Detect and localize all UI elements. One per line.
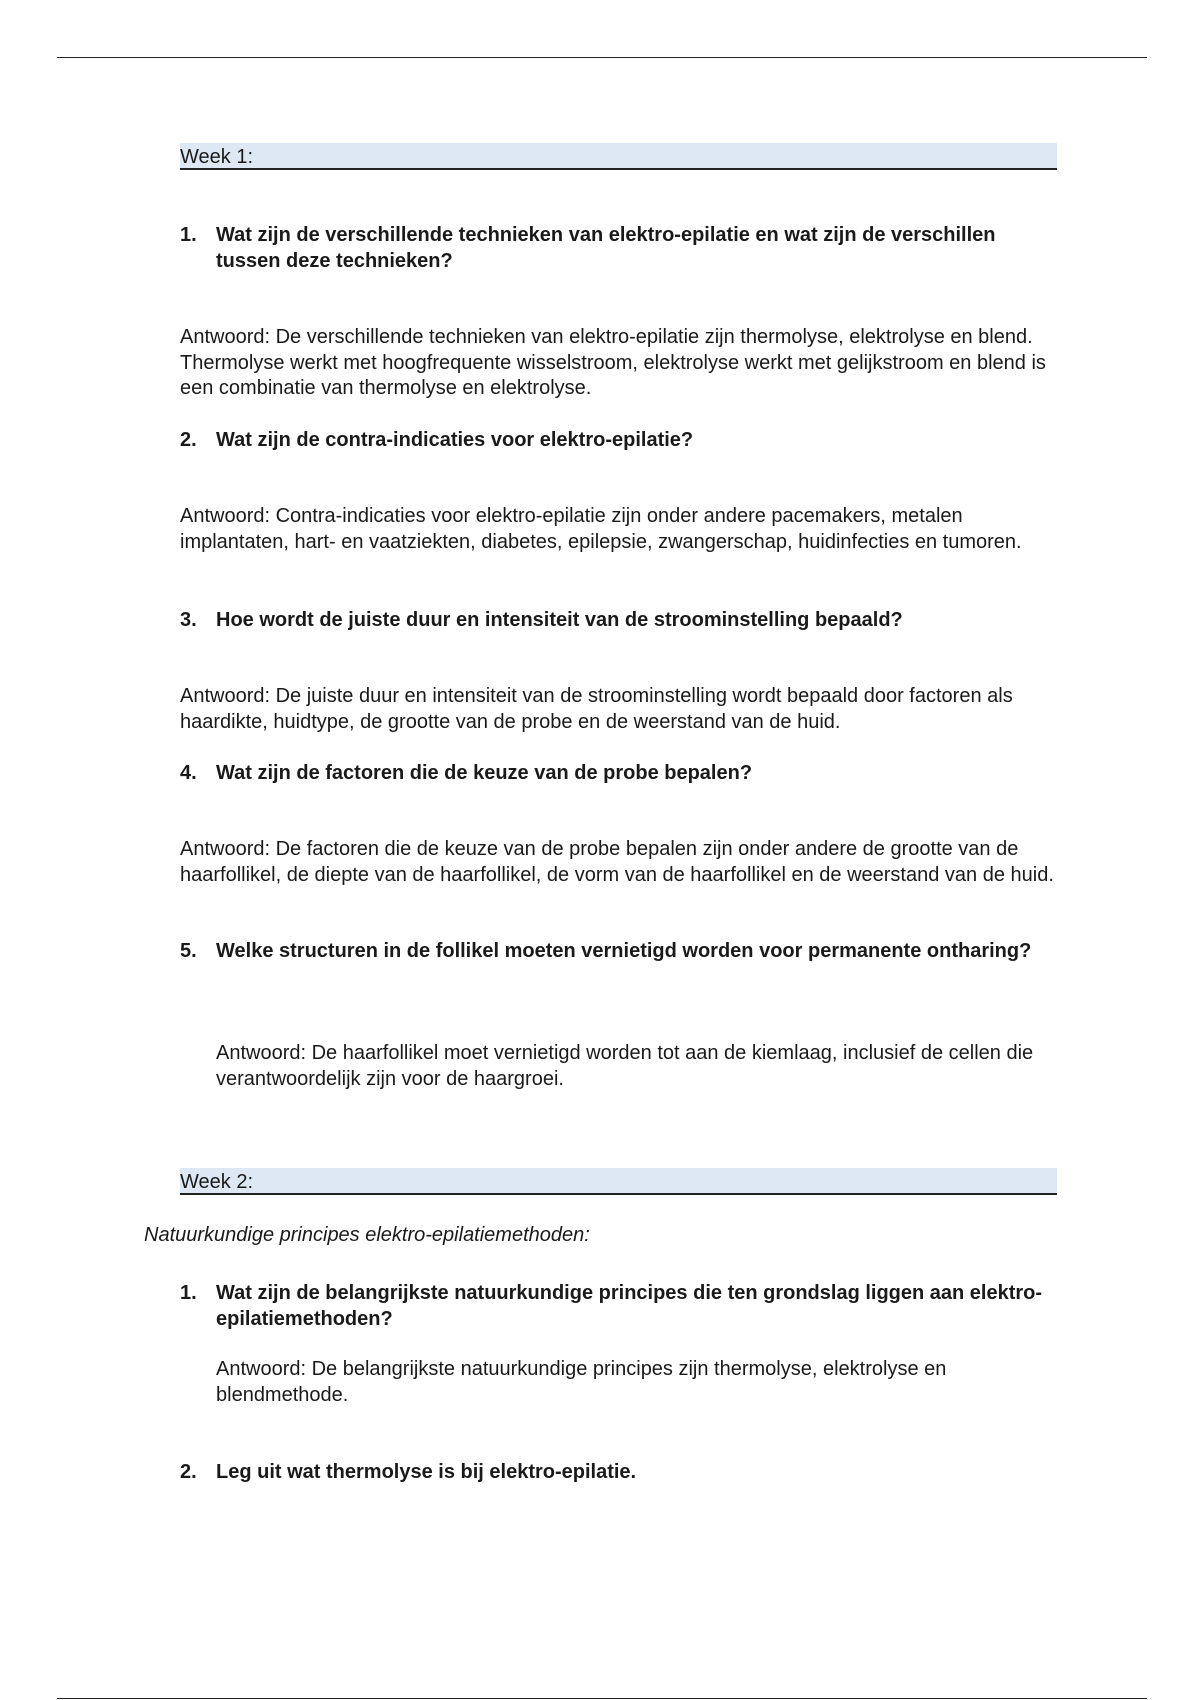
week1-question-4 <box>180 760 1060 786</box>
question-number: 1. <box>180 1282 197 1304</box>
week1-answer-2: Antwoord: Contra-indicaties voor elektro-epilatie zijn onder andere pacemakers, metalen implantaten, hart- en vaatziekten, diabetes, epilepsie, zwangerschap, huidinfecties en tumoren. <box>180 505 1022 553</box>
question-number: 2. <box>180 429 197 451</box>
week2-answer-1: Antwoord: De belangrijkste natuurkundige principes zijn thermolyse, elektrolyse en blendmethode. <box>216 1358 947 1406</box>
week1-question-3 <box>180 607 1060 633</box>
question-number: 5. <box>180 940 197 962</box>
week2-subtitle: Natuurkundige principes elektro-epilatiemethoden: <box>144 1224 590 1246</box>
question-number: 2. <box>180 1461 197 1483</box>
week-1-header: Week 1: <box>180 143 1057 170</box>
week1-question-2 <box>180 427 1060 453</box>
week1-question-1 <box>180 222 1060 274</box>
question-text: Wat zijn de belangrijkste natuurkundige principes die ten grondslag liggen aan elektro-epilatiemethoden? <box>216 1282 1043 1330</box>
question-text: Wat zijn de factoren die de keuze van de probe bepalen? <box>216 762 753 784</box>
question-text: Wat zijn de verschillende technieken van elektro-epilatie en wat zijn de verschillen tussen deze technieken? <box>216 224 996 272</box>
week2-question-1 <box>180 1280 1060 1332</box>
page-top-rule <box>57 57 1147 58</box>
question-text: Wat zijn de contra-indicaties voor elektro-epilatie? <box>216 429 694 451</box>
question-number: 4. <box>180 762 197 784</box>
question-number: 1. <box>180 224 197 246</box>
week1-answer-1: Antwoord: De verschillende technieken van elektro-epilatie zijn thermolyse, elektrolyse en blend. Thermolyse werkt met hoogfrequente wisselstroom, elektrolyse werkt met gelijkstroom en blend is een combinatie van thermolyse en elektrolyse. <box>180 326 1046 399</box>
week1-answer-4: Antwoord: De factoren die de keuze van de probe bepalen zijn onder andere de grootte van de haarfollikel, de diepte van de haarfollikel, de vorm van de haarfollikel en de weerstand van de huid. <box>180 838 1054 886</box>
question-text: Leg uit wat thermolyse is bij elektro-epilatie. <box>216 1461 637 1483</box>
question-number: 3. <box>180 609 197 631</box>
week1-question-5 <box>180 938 1060 964</box>
week1-answer-3: Antwoord: De juiste duur en intensiteit van de stroominstelling wordt bepaald door factoren als haardikte, huidtype, de grootte van de probe en de weerstand van de huid. <box>180 685 1013 733</box>
week2-question-2 <box>180 1459 1060 1485</box>
week1-answer-5: Antwoord: De haarfollikel moet vernietigd worden tot aan de kiemlaag, inclusief de cellen die verantwoordelijk zijn voor de haargroei. <box>216 1042 1034 1090</box>
page-bottom-rule <box>57 1698 1147 1699</box>
question-text: Welke structuren in de follikel moeten vernietigd worden voor permanente ontharing? <box>216 940 1032 962</box>
question-text: Hoe wordt de juiste duur en intensiteit van de stroominstelling bepaald? <box>216 609 903 631</box>
week-2-header: Week 2: <box>180 1168 1057 1195</box>
